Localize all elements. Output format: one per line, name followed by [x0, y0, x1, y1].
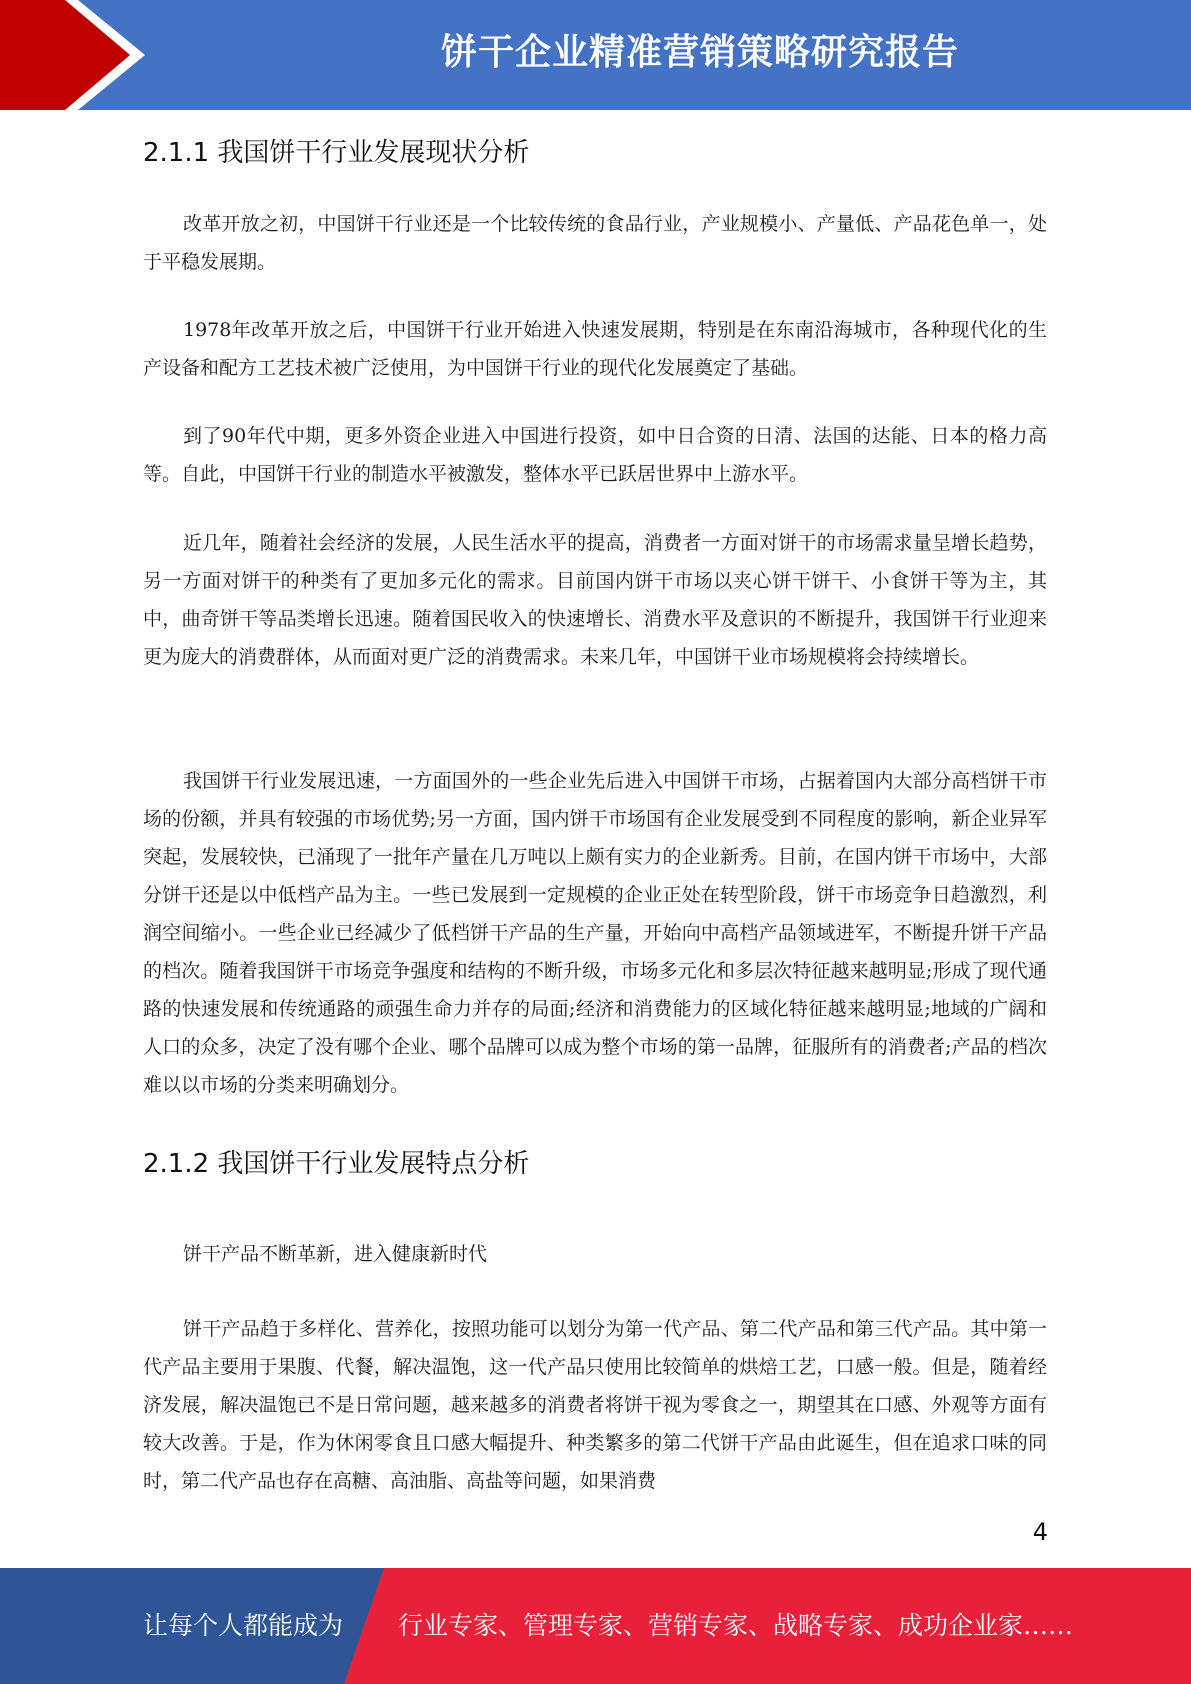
- paragraph: 饼干产品趋于多样化、营养化，按照功能可以划分为第一代产品、第二代产品和第三代产品。其中第一代产品主要用于果腹、代餐，解决温饱，这一代产品只使用比较简单的烘焙工艺，口感一般。但是，随着经济发展，解决温饱已不是日常问题，越来越多的消费者将饼干视为零食之一，期望其在口感、外观等方面有较大改善。于是，作为休闲零食且口感大幅提升、种类繁多的第二代饼干产品由此诞生，但在追求口味的同时，第二代产品也存在高糖、高油脂、高盐等问题，如果消费: [143, 1318, 1047, 1492]
- footer-slogan-left: 让每个人都能成为: [143, 1611, 344, 1640]
- paragraph: 1978年改革开放之后，中国饼干行业开始进入快速发展期，特别是在东南沿海城市，各种现代化的生产设备和配方工艺技术被广泛使用，为中国饼干行业的现代化发展奠定了基础。: [143, 319, 1047, 379]
- section-heading-2-1-1: 2.1.1 我国饼干行业发展现状分析: [143, 138, 530, 168]
- page-number: 4: [1032, 1518, 1048, 1546]
- paragraph: 近几年，随着社会经济的发展，人民生活水平的提高，消费者一方面对饼干的市场需求量呈增长趋势，另一方面对饼干的种类有了更加多元化的需求。目前国内饼干市场以夹心饼干饼干、小食饼干等为主，其中，曲奇饼干等品类增长迅速。随着国民收入的快速增长、消费水平及意识的不断提升，我国饼干行业迎来更为庞大的消费群体，从而面对更广泛的消费需求。未来几年，中国饼干业市场规模将会持续增长。: [143, 532, 1047, 668]
- paragraph: 改革开放之初，中国饼干行业还是一个比较传统的食品行业，产业规模小、产量低、产品花色单一，处于平稳发展期。: [143, 213, 1047, 273]
- page-header: [0, 0, 1191, 110]
- red-chevron-decoration: [0, 0, 160, 110]
- report-title: 饼干企业精准营销策略研究报告: [440, 32, 959, 73]
- paragraph: 饼干产品不断革新，进入健康新时代: [183, 1243, 488, 1265]
- paragraph: 到了90年代中期，更多外资企业进入中国进行投资，如中日合资的日清、法国的达能、日本的格力高等。自此，中国饼干行业的制造水平被激发，整体水平已跃居世界中上游水平。: [143, 425, 1047, 485]
- paragraph: 我国饼干行业发展迅速，一方面国外的一些企业先后进入中国饼干市场，占据着国内大部分高档饼干市场的份额，并具有较强的市场优势;另一方面，国内饼干市场国有企业发展受到不同程度的影响，新企业异军突起，发展较快，已涌现了一批年产量在几万吨以上颇有实力的企业新秀。目前，在国内饼干市场中，大部分饼干还是以中低档产品为主。一些已发展到一定规模的企业正处在转型阶段，饼干市场竞争日趋激烈，利润空间缩小。一些企业已经减少了低档饼干产品的生产量，开始向中高档产品领域进军，不断提升饼干产品的档次。随着我国饼干市场竞争强度和结构的不断升级，市场多元化和多层次特征越来越明显;形成了现代通路的快速发展和传统通路的顽强生命力并存的局面;经济和消费能力的区域化特征越来越明显;地域的广阔和人口的众多，决定了没有哪个企业、哪个品牌可以成为整个市场的第一品牌，征服所有的消费者;产品的档次难以以市场的分类来明确划分。: [143, 770, 1047, 1096]
- page-footer: [0, 1568, 1191, 1684]
- footer-slogan-right: 行业专家、管理专家、营销专家、战略专家、成功企业家……: [398, 1611, 1074, 1640]
- section-heading-2-1-2: 2.1.2 我国饼干行业发展特点分析: [143, 1149, 530, 1179]
